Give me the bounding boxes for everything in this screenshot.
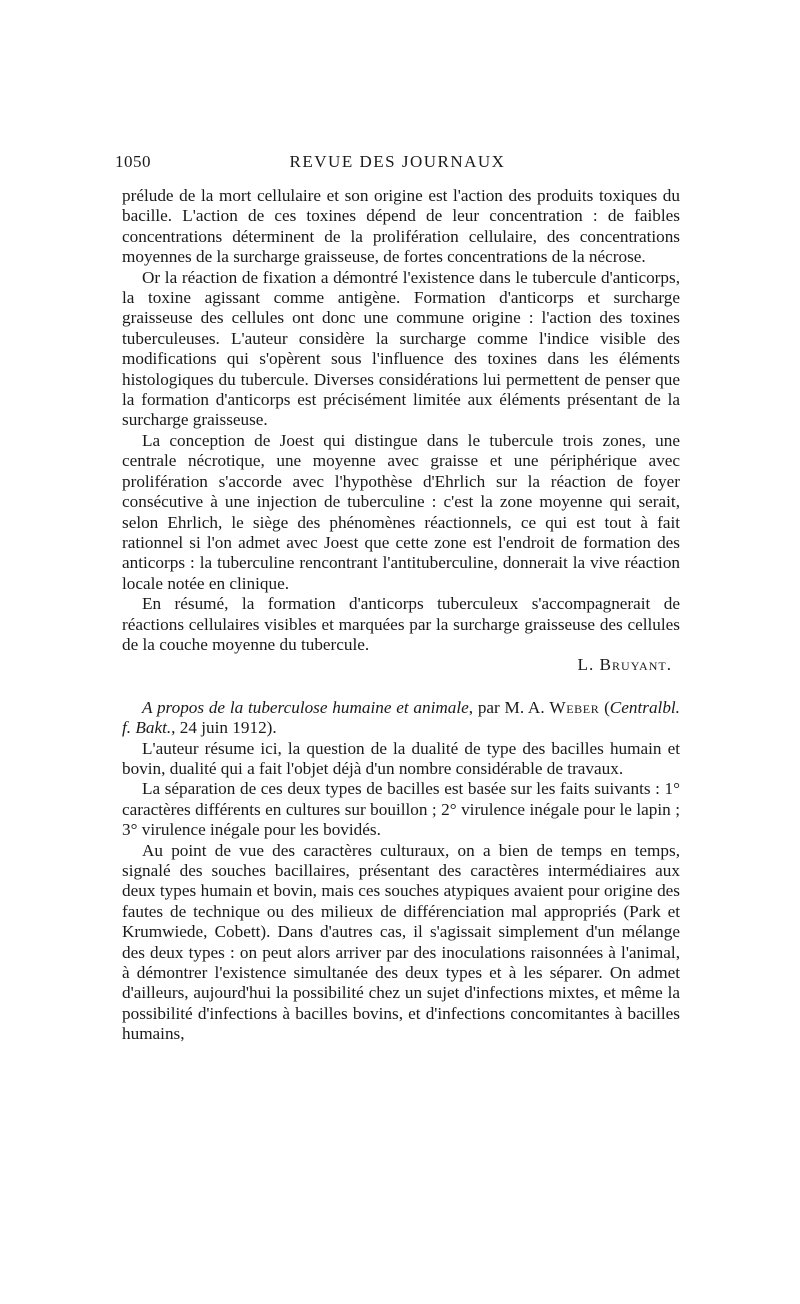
page-number: 1050 xyxy=(115,152,151,171)
paragraph: Au point de vue des caractères culturaux, on a bien de temps en temps, signalé des souches bacillaires, présentant des caractères intermédiaires aux deux types humain et bovin, mais ces souches atypiques avaient pour origine des fautes de technique ou des milieux de différenciation mal appropriés (Park et Krumwiede, Cobett). Dans d'autres cas, il s'agissait simplement d'un mélange des deux types : on peut alors arriver par des inoculations raisonnées à l'animal, à démontrer l'existence simultanée des deux types et à les séparer. On admet d'ailleurs, aujourd'hui la possibilité chez un sujet d'infections mixtes, et même la possibilité d'infections à bacilles bovins, et d'infections concomitantes à bacilles humains, xyxy=(122,840,680,1044)
running-title: REVUE DES JOURNAUX xyxy=(289,152,506,171)
page-header xyxy=(115,152,680,178)
article-title: A propos de la tuberculose humaine et animale xyxy=(142,697,469,717)
paragraph: La conception de Joest qui distingue dans le tubercule trois zones, une centrale nécrotique, une moyenne avec graisse et une périphérique avec prolifération s'accorde avec l'hypothèse d'Ehrlich sur la réaction de foyer consécutive à une injection de tuberculine : c'est la zone moyenne qui serait, selon Ehrlich, le siège des phénomènes réactionnels, ce qui est tout à fait rationnel si l'on admet avec Joest que cette zone est l'endroit de formation des anticorps : la tuberculine rencontrant l'antituberculine, donnerait la vive réaction locale notée en clinique. xyxy=(122,430,680,593)
paragraph: prélude de la mort cellulaire et son origine est l'action des produits toxiques du bacille. L'action de ces toxines dépend de leur concentration : de faibles concentrations déterminent de la prolifération cellulaire, des concentrations moyennes de la surcharge graisseuse, de fortes concentrations de la nécrose. xyxy=(122,186,680,267)
article-date: , 24 juin 1912). xyxy=(171,718,277,738)
paragraph: La séparation de ces deux types de bacilles est basée sur les faits suivants : 1° caractères différents en cultures sur bouillon ; 2° virulence inégale pour le lapin ; 3° virulence inégale pour les bovidés. xyxy=(122,779,680,840)
paragraph: En résumé, la formation d'anticorps tuberculeux s'accompagnerait de réactions cellulaires visibles et marquées par la surcharge graisseuse des cellules de la couche moyenne du tubercule. xyxy=(122,594,680,654)
article-author: Weber xyxy=(549,697,600,717)
page-body xyxy=(122,186,680,1045)
article-heading xyxy=(122,698,680,739)
section-gap xyxy=(122,676,680,698)
article-source-open: ( xyxy=(604,697,610,717)
article-journal: Centralbl. f. Bakt. xyxy=(122,697,680,738)
paragraph: Or la réaction de fixation a démontré l'existence dans le tubercule d'anticorps, la toxine agissant comme antigène. Formation d'anticorps et surcharge graisseuse des cellules ont donc une commune origine : l'action des toxines tuberculeuses. L'auteur considère la surcharge comme l'indice visible des modifications qui s'opèrent sous l'influence des toxines dans les éléments histologiques du tubercule. Diverses considérations lui permettent de penser que la formation d'anticorps est précisément limitée aux éléments présentant de la surcharge graisseuse. xyxy=(122,267,680,430)
paragraph: L'auteur résume ici, la question de la dualité de type des bacilles humain et bovin, dualité qui a fait l'objet déjà d'un nombre considérable de travaux. xyxy=(122,738,680,778)
article-by: , par M. A. xyxy=(468,697,550,717)
signature: L. Bruyant. xyxy=(577,655,672,675)
